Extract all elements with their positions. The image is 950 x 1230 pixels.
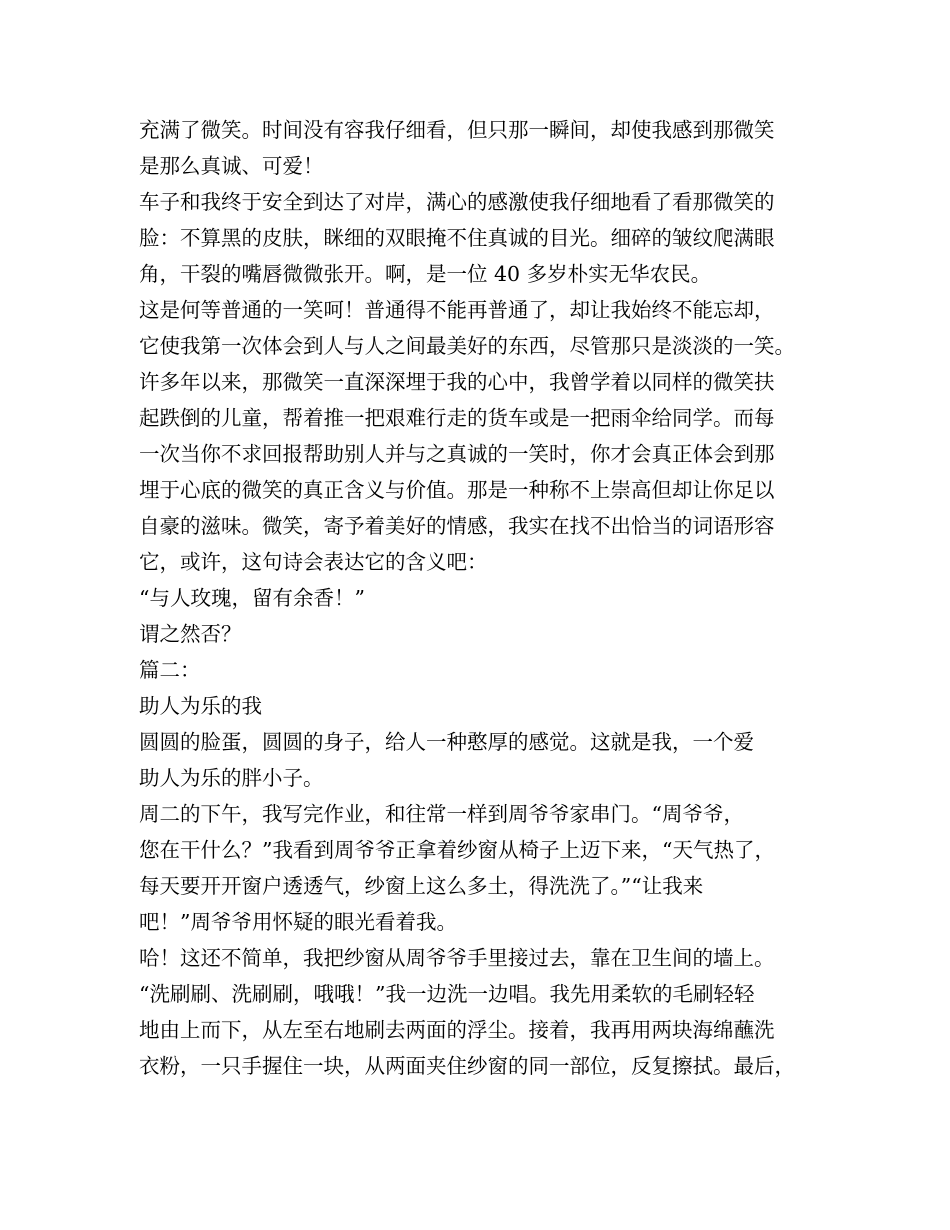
text-line: 脸：不算黑的皮肤，眯细的双眼掩不住真诚的目光。细碎的皱纹爬满眼 [139,226,775,250]
text-line: 它，或许，这句诗会表达它的含义吧： [139,550,488,574]
text-line: 自豪的滋味。微笑，寄予着美好的情感，我实在找不出恰当的词语形容 [139,514,775,538]
section-heading: 篇二： [139,658,201,682]
text-line: 衣粉，一只手握住一块，从两面夹住纱窗的同一部位，反复擦拭。最后， [139,1054,795,1078]
text-line: 这是何等普通的一笑呵！普通得不能再普通了，却让我始终不能忘却， [139,298,775,322]
text-line: 车子和我终于安全到达了对岸，满心的感激使我仔细地看了看那微笑的 [139,190,775,214]
quote-line: “与人玫瑰，留有余香！” [139,586,365,610]
text-line: “洗刷刷、洗刷刷，哦哦！”我一边洗一边唱。我先用柔软的毛刷轻轻 [139,982,755,1006]
text-line: 一次当你不求回报帮助别人并与之真诚的一笑时，你才会真正体会到那 [139,442,775,466]
essay-title: 助人为乐的我 [139,694,262,718]
text-line: 角，干裂的嘴唇微微张开。啊，是一位 40 多岁朴实无华农民。 [139,262,712,286]
text-line: 圆圆的脸蛋，圆圆的身子，给人一种憨厚的感觉。这就是我，一个爱 [139,730,754,754]
text-line: 哈！这还不简单，我把纱窗从周爷爷手里接过去，靠在卫生间的墙上。 [139,946,775,970]
text-line: 埋于心底的微笑的真正含义与价值。那是一种称不上崇高但却让你足以 [139,478,775,502]
text-line: 谓之然否？ [139,622,242,646]
text-line: 吧！”周爷爷用怀疑的眼光看着我。 [139,910,457,934]
text-line: 充满了微笑。时间没有容我仔细看，但只那一瞬间，却使我感到那微笑 [139,118,775,142]
text-line: 许多年以来，那微笑一直深深埋于我的心中，我曾学着以同样的微笑扶 [139,370,775,394]
text-line: 地由上而下，从左至右地刷去两面的浮尘。接着，我再用两块海绵蘸洗 [139,1018,775,1042]
text-line: 是那么真诚、可爱！ [139,154,324,178]
text-line: 助人为乐的胖小子。 [139,766,324,790]
text-line: 周二的下午，我写完作业，和往常一样到周爷爷家串门。“周爷爷， [139,802,744,826]
text-line: 它使我第一次体会到人与人之间最美好的东西，尽管那只是淡淡的一笑。 [139,334,795,358]
text-line: 每天要开开窗户透透气，纱窗上这么多土，得洗洗了。”“让我来 [139,874,704,898]
text-line: 您在干什么？”我看到周爷爷正拿着纱窗从椅子上迈下来，“天气热了， [139,838,775,862]
text-line: 起跌倒的儿童，帮着推一把艰难行走的货车或是一把雨伞给同学。而每 [139,406,775,430]
document-body [139,112,839,1084]
